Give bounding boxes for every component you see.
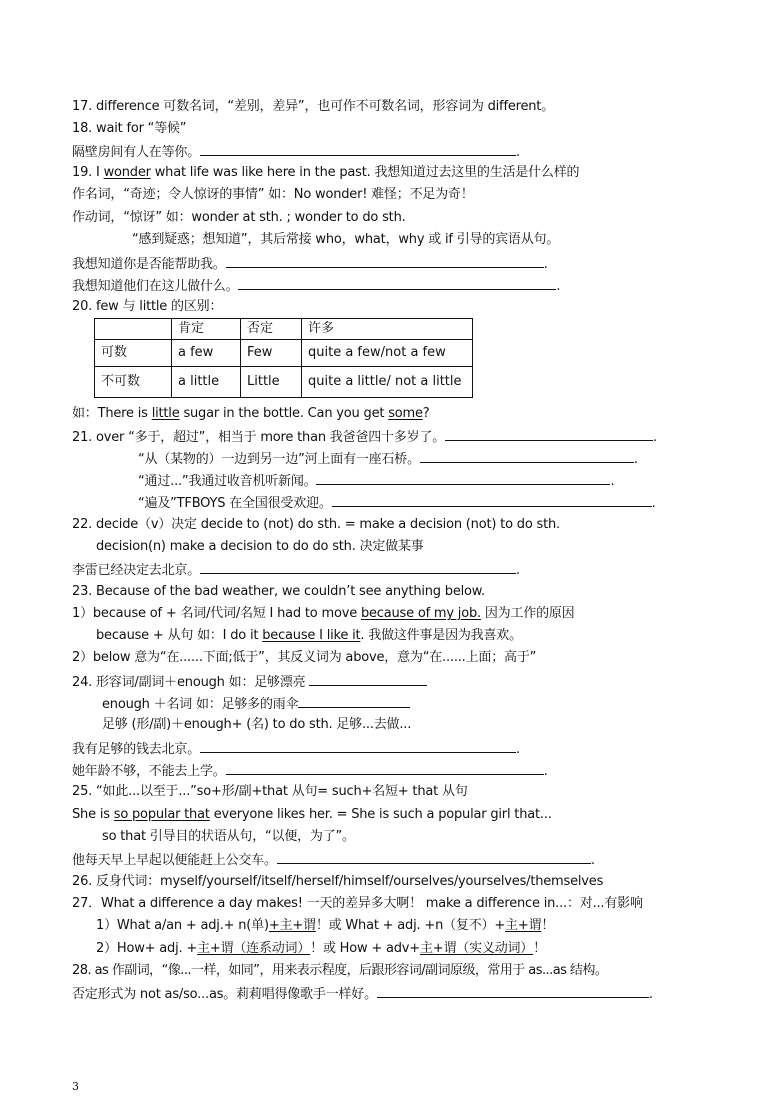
- item-19-verb: 作动词，“惊讶” 如：wonder at sth. ; wonder to do sth.: [72, 210, 406, 225]
- item-24: 24. 形容词/副词＋enough 如：足够漂亮: [72, 671, 427, 691]
- item-23-below: 2）below 意为“在......下面;低于”，其反义词为 above，意为“在......上面；高于”: [72, 650, 537, 665]
- item-19-verb-meaning: “感到疑惑；想知道”，其后常接 who，what，why 或 if 引导的宾语从句。: [132, 232, 560, 247]
- item-24-exercise-1: 我有足够的钱去北京。 .: [72, 738, 520, 758]
- item-20-example: 如：There is little sugar in the bottle. Can you get some?: [72, 406, 430, 421]
- item-27: 27．What a difference a day makes! 一天的差异多大啊！ make a difference in...：对...有影响: [72, 896, 643, 911]
- item-18: 18. wait for “等候”: [72, 121, 187, 136]
- answer-blank[interactable]: [200, 559, 516, 574]
- item-25-example: She is so popular that everyone likes her. = She is such a popular girl that...: [72, 807, 552, 822]
- few-little-table: [94, 318, 473, 398]
- item-21: 21. over “多于，超过”，相当于 more than 我爸爸四十多岁了。 .: [72, 426, 657, 446]
- item-21-meaning-3: “通过...”我通过收音机听新闻。 .: [138, 470, 614, 490]
- item-22-noun: decision(n) make a decision to do do sth. 决定做某事: [96, 539, 424, 554]
- item-24-enough-to-do: 足够 (形/副)＋enough+ (名) to do sth. 足够...去做...: [102, 717, 412, 732]
- item-19-exercise-1: 我想知道你是否能帮助我。 .: [72, 253, 548, 273]
- table-header-row: 肯定 否定 许多: [95, 319, 473, 340]
- item-19-noun: 作名词，“奇迹；令人惊讶的事情” 如：No wonder! 难怪；不足为奇！: [72, 187, 474, 202]
- item-27-how-pattern: 2）How+ adj. +主+谓（连系动词）！或 How + adv+主+谓（实义动词）！: [96, 941, 546, 956]
- answer-blank[interactable]: [226, 253, 544, 268]
- item-23: 23. Because of the bad weather, we couldn’t see anything below.: [72, 584, 485, 599]
- answer-blank[interactable]: [332, 492, 652, 507]
- item-24-enough-noun: enough ＋名词 如：足够多的雨伞: [102, 693, 410, 713]
- item-28-negative: 否定形式为 not as/so...as。莉莉唱得像歌手一样好。 .: [72, 983, 653, 1003]
- page-number: 3: [72, 1080, 79, 1093]
- item-19: 19. I wonder what life was like here in the past. 我想知道过去这里的生活是什么样的: [72, 165, 580, 180]
- item-21-meaning-4: “遍及”TFBOYS 在全国很受欢迎。 .: [138, 492, 656, 512]
- answer-blank[interactable]: [298, 693, 410, 708]
- item-18-exercise: 隔壁房间有人在等你。 .: [72, 141, 520, 161]
- item-20: 20. few 与 little 的区别：: [72, 299, 223, 314]
- answer-blank[interactable]: [277, 849, 591, 864]
- answer-blank[interactable]: [420, 448, 634, 463]
- item-21-meaning-2: “从（某物的）一边到另一边”河上面有一座石桥。 .: [138, 448, 638, 468]
- item-22: 22. decide（v）决定 decide to (not) do sth. = make a decision (not) to do sth.: [72, 517, 560, 532]
- exercise-prompt: 隔壁房间有人在等你。: [72, 145, 201, 160]
- item-25-exercise: 他每天早上早起以便能赶上公交车。 .: [72, 849, 595, 869]
- item-27-what-pattern: 1）What a/an + adj.+ n(单)+主+谓！或 What + adj. +n（复不）+主+谓！: [96, 918, 555, 933]
- item-22-exercise: 李雷已经决定去北京。 .: [72, 559, 520, 579]
- item-26: 26. 反身代词：myself/yourself/itself/herself/himself/ourselves/yourselves/themselves: [72, 874, 604, 889]
- item-23-because: because + 从句 如：I do it because I like it. 我做这件事是因为我喜欢。: [96, 628, 522, 643]
- answer-blank[interactable]: [377, 983, 649, 998]
- table-row: 不可数 a little Little quite a little/ not a little: [95, 367, 473, 398]
- underlined-word: wonder: [103, 165, 151, 180]
- answer-blank[interactable]: [316, 470, 610, 485]
- item-23-because-of: 1）because of + 名词/代词/名短 I had to move because of my job. 因为工作的原因: [72, 606, 575, 621]
- answer-blank[interactable]: [238, 275, 556, 290]
- answer-blank[interactable]: [226, 760, 544, 775]
- answer-blank[interactable]: [445, 426, 653, 441]
- answer-blank[interactable]: [200, 738, 516, 753]
- table-row: 可数 a few Few quite a few/not a few: [95, 340, 473, 367]
- item-24-exercise-2: 她年龄不够，不能去上学。 .: [72, 760, 548, 780]
- item-28: 28. as 作副词，“像...一样，如同”，用来表示程度，后跟形容词/副词原级，常用于 as...as 结构。: [72, 963, 608, 978]
- item-19-exercise-2: 我想知道他们在这儿做什么。 .: [72, 275, 560, 295]
- answer-blank[interactable]: [200, 141, 516, 156]
- item-17: 17. difference 可数名词，“差别，差异”，也可作不可数名词，形容词为 different。: [72, 99, 555, 114]
- item-25: 25. “如此...以至于...”so+形/副+that 从句= such+名短+ that 从句: [72, 784, 468, 799]
- item-25-so-that: so that 引导目的状语从句，“以便，为了”。: [102, 829, 355, 844]
- answer-blank[interactable]: [309, 671, 427, 686]
